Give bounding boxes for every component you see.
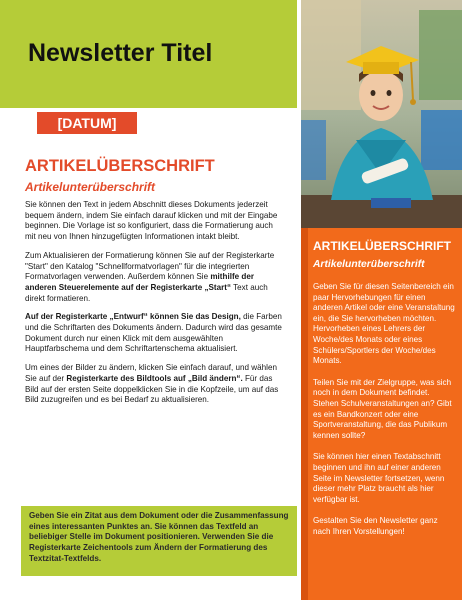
p4-text: Um eines der Bilder zu ändern, klicken Sie einfach darauf, und wählen Sie auf der — [25, 363, 277, 383]
date-box[interactable]: [DATUM] — [37, 112, 137, 134]
sidebar-paragraph-1: Geben Sie für diesen Seitenbereich ein paar Hervorhebungen für einen anderen Artikel oder eine Veranstaltung ein, die Sie hervorheben möchten. Hervorheben eines Lehrers der Woche/des Monats oder eines Schülers/Sportlers der Woche/des Monats. — [313, 282, 455, 366]
pull-quote[interactable]: Geben Sie ein Zitat aus dem Dokument oder die Zusammenfassung eines interessanten Punktes an. Sie können das Textfeld an beliebiger Stelle im Dokument positionieren. Verwenden Sie die Registerkarte Zeichentools zum Ändern der Formatierung des Textzitat-Textfelds. — [21, 506, 297, 576]
article-paragraph-2 — [25, 251, 285, 305]
article-paragraph-4 — [25, 363, 285, 406]
sidebar-subheading[interactable]: Artikelunterüberschrift — [313, 259, 425, 270]
sidebar-paragraph-2: Teilen Sie mit der Zielgruppe, was sich noch in dem Dokument befindet. Stehen Schulveranstaltungen an? Gibt es ein Bandkonzert oder eine Sportveranstaltung, die das Publikum kennen sollte? — [313, 377, 452, 440]
sidebar-paragraph-4: Gestalten Sie den Newsletter ganz nach Ihren Vorstellungen! — [313, 516, 438, 536]
article-body[interactable] — [25, 200, 285, 414]
p4-bold: Registerkarte des Bildtools auf „Bild ändern“. — [66, 373, 243, 383]
graduate-child-photo[interactable] — [301, 0, 462, 228]
sidebar-body[interactable] — [313, 282, 455, 548]
article-paragraph-1: Sie können den Text in jedem Abschnitt dieses Dokuments jederzeit bequem ändern, indem Sie einfach darauf klicken und mit der Eingabe beginnen. Die Vorlage ist so konfiguriert, dass die Formatierung auch mit neu von Ihnen hinzugefügten Informationen intakt bleibt. — [25, 200, 278, 242]
p2-bold: mithilfe der anderen Steuerelemente auf der Registerkarte „Start“ — [25, 272, 254, 292]
sidebar-edge — [301, 228, 308, 600]
p4-text-end: Für das Bild auf der ersten Seite doppelklicken Sie in die Kopfzeile, um auf das Bild zuzugreifen und es bei Bedarf zu aktualisieren. — [25, 373, 279, 405]
article-paragraph-3 — [25, 312, 285, 355]
sidebar-paragraph-3: Sie können hier einen Textabschnitt beginnen und ihn auf einer anderen Seite im Newsletter fortsetzen, wenn dieser mehr Platz braucht als hier verfügbar ist. — [313, 452, 445, 504]
newsletter-title[interactable]: Newsletter Titel — [28, 39, 213, 67]
p2-text: Zum Aktualisieren der Formatierung können Sie auf der Registerkarte "Start" den Katalog "Schnellformatvorlagen" für die integrierten Formatvorlagen verwenden. Außerdem können Sie — [25, 250, 275, 282]
photo-illustration — [301, 0, 462, 228]
p2-text-end: Text auch direkt formatieren. — [25, 282, 268, 303]
p3-bold: Auf der Registerkarte „Entwurf“ können Sie das Design, — [25, 312, 241, 322]
sidebar-heading[interactable]: ARTIKELÜBERSCHRIFT — [313, 239, 451, 253]
article-heading[interactable]: ARTIKELÜBERSCHRIFT — [25, 157, 215, 175]
article-subheading[interactable]: Artikelunterüberschrift — [25, 180, 156, 194]
p3-text: die Farben und die Schriftarten des Dokuments ändern. Dadurch wird das gesamte Dokument durch nur einen Klick mit dem ausgewählten Hauptfarbschema und dem Schriftartenschema aktualisiert. — [25, 312, 282, 354]
